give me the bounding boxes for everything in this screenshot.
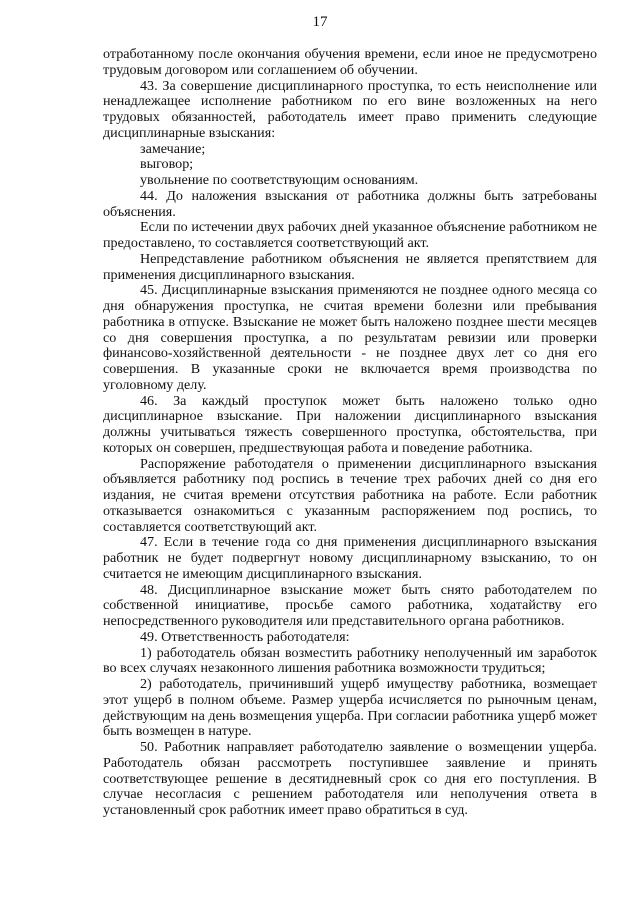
list-item-rebuke: выговор; <box>140 156 194 173</box>
paragraph-continuation: отработанному после окончания обучения времени, если иное не предусмотрено трудовым договором или соглашением об обучении. <box>103 46 597 78</box>
list-item-reprimand: замечание; <box>140 140 206 157</box>
paragraph-44-explanation: Если по истечении двух рабочих дней указанное объяснение работником не предоставлено, то составляется соответствующий акт. <box>103 219 597 251</box>
paragraph-43: 43. За совершение дисциплинарного проступка, то есть неисполнение или ненадлежащее исполнение работником по его вине возложенных на него трудовых обязанностей, работодатель имеет право применить следующие дисциплинарные взыскания: <box>103 77 597 141</box>
list-item-dismissal: увольнение по соответствующим основаниям. <box>140 172 419 188</box>
paragraph-46: 46. За каждый проступок может быть наложено только одно дисциплинарное взыскание. При наложении дисциплинарного взыскания должны учитываться тяжесть совершенного проступка, обстоятельства, при которых он совершен, предшествующая работа и поведение работника. <box>103 392 597 456</box>
paragraph-44: 44. До наложения взыскания от работника должны быть затребованы объяснения. <box>103 187 597 220</box>
paragraph-50: 50. Работник направляет работодателю заявление о возмещении ущерба. Работодатель обязан рассмотреть поступившее заявление и принять соответствующее решение в десятидневный срок со дня его поступления. В случае несогласия с решением работодателя или неполучения ответа в установленный срок работник имеет право обратиться в суд. <box>103 739 597 818</box>
paragraph-49: 49. Ответственность работодателя: <box>140 628 350 645</box>
paragraph-49-item-2: 2) работодатель, причинивший ущерб имуществу работника, возмещает этот ущерб в полном объеме. Размер ущерба исчисляется по рыночным ценам, действующим на день возмещения ущерба. При согласии работника ущерб может быть возмещен в натуре. <box>103 676 597 740</box>
paragraph-48: 48. Дисциплинарное взыскание может быть снято работодателем по собственной инициативе, просьбе самого работника, ходатайству его непосредственного руководителя или представительного органа работников. <box>103 581 597 629</box>
paragraph-44-non-submission: Непредставление работником объяснения не является препятствием для применения дисциплинарного взыскания. <box>103 250 597 283</box>
paragraph-45: 45. Дисциплинарные взыскания применяются не позднее одного месяца со дня обнаружения проступка, не считая времени болезни или пребывания работника в отпуске. Взыскание не может быть наложено позднее шести месяцев со дня совершения проступка, а по результатам ревизии или проверки финансово-хозяйственной деятельности - не позднее двух лет со дня его совершения. В указанные сроки не включается время производства по уголовному делу. <box>103 282 597 393</box>
paragraph-47: 47. Если в течение года со дня применения дисциплинарного взыскания работник не будет подвергнут новому дисциплинарному взысканию, то он считается не имеющим дисциплинарного взыскания. <box>103 534 597 582</box>
page-number: 17 <box>312 14 328 30</box>
paragraph-46-order: Распоряжение работодателя о применении дисциплинарного взыскания объявляется работнику под роспись в течение трех рабочих дней со дня его издания, не считая времени отсутствия работника на работе. Если работник отказывается ознакомиться с указанным распоряжением под роспись, то составляется соответствующий акт. <box>103 455 597 535</box>
paragraph-49-item-1: 1) работодатель обязан возместить работнику неполученный им заработок во всех случаях незаконного лишения работника возможности трудиться; <box>103 644 597 677</box>
document-body <box>103 47 597 819</box>
